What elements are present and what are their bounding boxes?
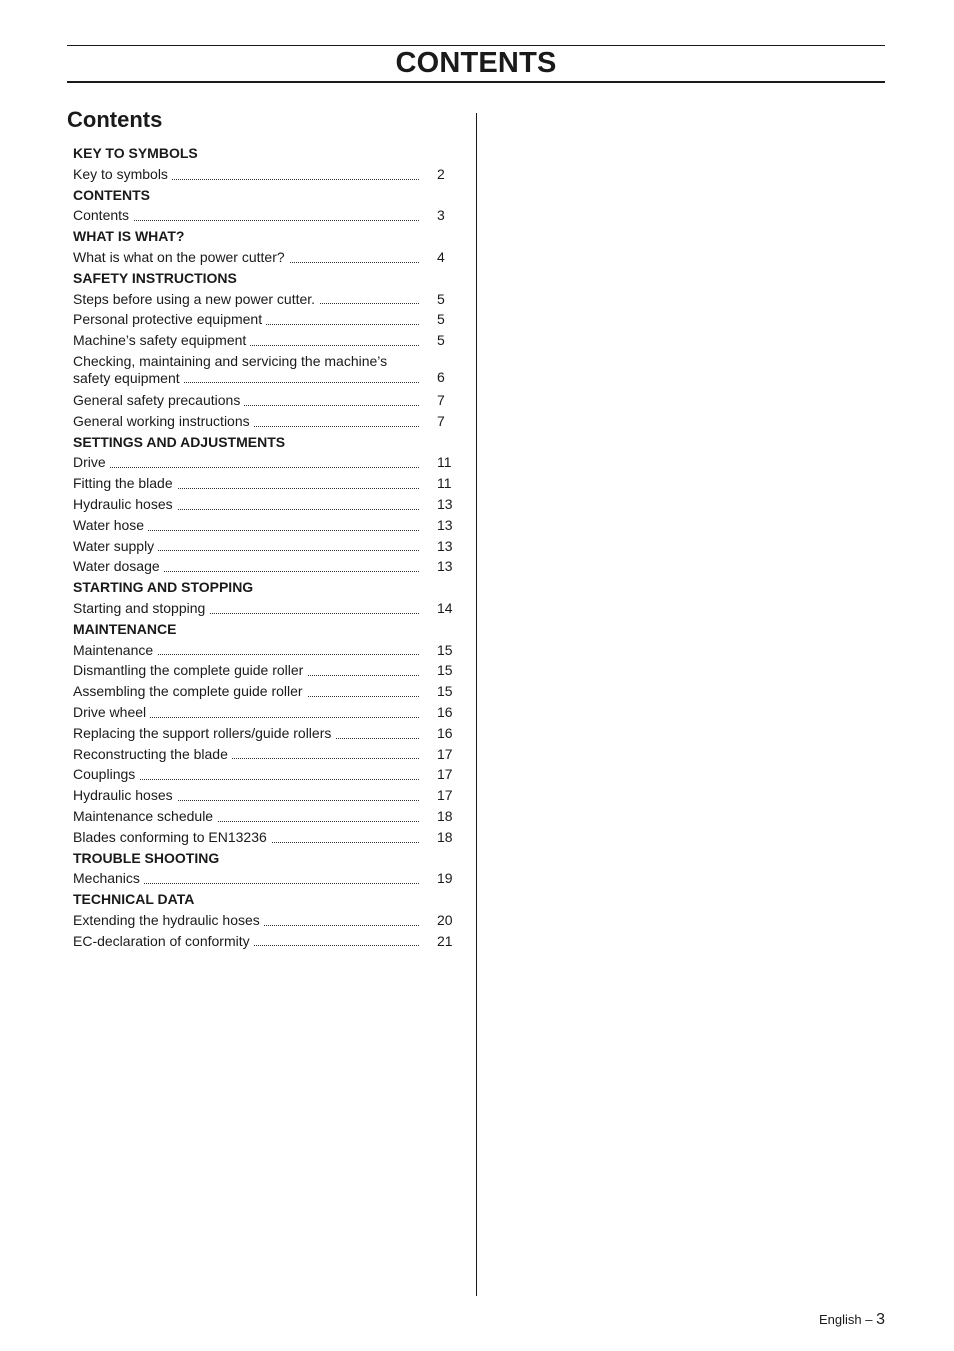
dot-leader <box>73 467 419 468</box>
toc-entry-label-wrap <box>73 494 419 515</box>
toc-entry-label: Drive <box>73 454 110 470</box>
toc-entry-page-number: 5 <box>437 290 445 307</box>
toc-entry[interactable] <box>73 289 463 310</box>
toc-section <box>73 143 463 185</box>
toc-entry-page-number: 18 <box>437 828 453 845</box>
toc-entry[interactable] <box>73 744 463 765</box>
toc-entry-label: General working instructions <box>73 413 254 429</box>
toc-entry-label-wrap <box>73 681 419 702</box>
toc-entry-label-wrap <box>73 289 419 310</box>
toc-entry[interactable] <box>73 390 463 411</box>
toc-entry[interactable] <box>73 910 463 931</box>
toc-entry-label: Couplings <box>73 766 139 782</box>
toc-entry[interactable] <box>73 411 463 432</box>
toc-entry[interactable] <box>73 806 463 827</box>
toc-entry-label-wrap <box>73 931 419 952</box>
toc-section <box>73 889 463 951</box>
toc-entry-page-number: 13 <box>437 558 453 575</box>
toc-entry-page-number: 7 <box>437 412 445 429</box>
toc-entry-label: Water supply <box>73 538 158 554</box>
toc-entry-label-wrap <box>73 785 419 806</box>
toc-section <box>73 432 463 578</box>
toc-entry-page-number: 21 <box>437 932 453 949</box>
toc-entry-label-wrap <box>73 598 419 619</box>
toc-section-heading: WHAT IS WHAT? <box>73 228 185 245</box>
toc-entry-label: Blades conforming to EN13236 <box>73 829 271 845</box>
table-of-contents <box>73 143 463 951</box>
toc-entry-page-number: 5 <box>437 332 445 349</box>
toc-entry-label-wrap <box>73 744 419 765</box>
toc-entry-label: Drive wheel <box>73 704 150 720</box>
toc-entry[interactable] <box>73 164 463 185</box>
toc-entry-label: Replacing the support rollers/guide rollers <box>73 725 335 741</box>
toc-section-heading: SAFETY INSTRUCTIONS <box>73 269 237 286</box>
toc-entry-label-continued: safety equipment <box>73 370 184 386</box>
toc-entry-label: Reconstructing the blade <box>73 746 232 762</box>
toc-entry-page-number: 17 <box>437 766 453 783</box>
toc-entry-label: Steps before using a new power cutter. <box>73 291 319 307</box>
toc-entry[interactable] <box>73 330 463 351</box>
toc-entry-label-wrap <box>73 723 419 744</box>
toc-section-heading: TROUBLE SHOOTING <box>73 849 220 866</box>
toc-entry-label: Fitting the blade <box>73 475 177 491</box>
toc-entry-page-number: 2 <box>437 165 445 182</box>
toc-entry-label-line2 <box>73 370 419 387</box>
footer-separator: – <box>865 1312 873 1327</box>
toc-entry-label-wrap <box>73 473 419 494</box>
toc-entry-page-number: 16 <box>437 724 453 741</box>
toc-entry-page-number: 13 <box>437 495 453 512</box>
toc-entry-page-number: 3 <box>437 207 445 224</box>
toc-entry-page-number: 13 <box>437 516 453 533</box>
toc-entry-label: Extending the hydraulic hoses <box>73 912 264 928</box>
toc-entry-label-wrap <box>73 247 419 268</box>
toc-entry-label: Key to symbols <box>73 166 172 182</box>
toc-entry-page-number: 4 <box>437 248 445 265</box>
toc-entry-label: EC-declaration of conformity <box>73 933 254 949</box>
toc-entry-label-wrap <box>73 806 419 827</box>
toc-entry-page-number: 16 <box>437 703 453 720</box>
toc-entry-label: Water hose <box>73 517 148 533</box>
column-divider <box>476 113 477 1296</box>
toc-entry-label: Maintenance schedule <box>73 808 217 824</box>
toc-entry[interactable] <box>73 247 463 268</box>
toc-entry[interactable] <box>73 640 463 661</box>
section-title: Contents <box>67 107 163 132</box>
toc-section-heading: MAINTENANCE <box>73 620 177 637</box>
toc-entry[interactable] <box>73 556 463 577</box>
toc-entry-page-number: 17 <box>437 745 453 762</box>
toc-entry-label: What is what on the power cutter? <box>73 249 289 265</box>
toc-entry-page-number: 20 <box>437 911 453 928</box>
toc-entry-page-number: 14 <box>437 599 453 616</box>
toc-entry[interactable] <box>73 515 463 536</box>
toc-entry[interactable] <box>73 536 463 557</box>
toc-section <box>73 848 463 890</box>
toc-entry[interactable] <box>73 681 463 702</box>
toc-section-heading: SETTINGS AND ADJUSTMENTS <box>73 433 286 450</box>
toc-entry[interactable] <box>73 473 463 494</box>
toc-entry[interactable] <box>73 702 463 723</box>
toc-entry-label-wrap <box>73 452 419 473</box>
toc-entry-label-wrap <box>73 536 419 557</box>
toc-entry[interactable] <box>73 764 463 785</box>
toc-entry-label-wrap <box>73 764 419 785</box>
toc-entry-page-number: 17 <box>437 787 453 804</box>
toc-section <box>73 619 463 848</box>
toc-entry-page-number: 19 <box>437 870 453 887</box>
toc-entry[interactable] <box>73 309 463 330</box>
toc-entry-page-number: 5 <box>437 311 445 328</box>
toc-entry[interactable] <box>73 452 463 473</box>
page-header-title: CONTENTS <box>395 47 557 79</box>
page-footer <box>819 1310 885 1330</box>
toc-entry-label-wrap <box>73 390 419 411</box>
toc-section <box>73 268 463 432</box>
toc-section <box>73 226 463 268</box>
toc-entry[interactable] <box>73 827 463 848</box>
toc-entry-label-wrap <box>73 164 419 185</box>
toc-entry-label-wrap <box>73 910 419 931</box>
toc-entry[interactable] <box>73 494 463 515</box>
toc-entry-page-number: 13 <box>437 537 453 554</box>
toc-entry-page-number: 7 <box>437 391 445 408</box>
toc-entry-page-number: 18 <box>437 807 453 824</box>
toc-entry-label: Starting and stopping <box>73 600 209 616</box>
toc-entry-label: General safety precautions <box>73 392 244 408</box>
toc-entry-label: Hydraulic hoses <box>73 787 177 803</box>
toc-entry-label-wrap <box>73 309 419 330</box>
toc-entry-label: Contents <box>73 207 133 223</box>
toc-entry[interactable] <box>73 205 463 226</box>
toc-entry-page-number: 6 <box>437 368 445 385</box>
toc-entry-page-number: 15 <box>437 683 453 700</box>
toc-entry-label: Assembling the complete guide roller <box>73 683 307 699</box>
toc-entry[interactable] <box>73 785 463 806</box>
toc-entry-page-number: 11 <box>437 475 452 492</box>
toc-entry-label-wrap <box>73 556 419 577</box>
toc-entry-page-number: 15 <box>437 641 453 658</box>
toc-section-heading: KEY TO SYMBOLS <box>73 145 198 161</box>
toc-entry-label-wrap <box>73 640 419 661</box>
toc-entry[interactable] <box>73 660 463 681</box>
toc-entry-label-wrap <box>73 330 419 351</box>
toc-entry-label: Checking, maintaining and servicing the machine’s <box>73 352 388 369</box>
toc-entry-label-wrap <box>73 868 419 889</box>
toc-entry-label: Hydraulic hoses <box>73 496 177 512</box>
toc-section-heading: CONTENTS <box>73 186 150 203</box>
toc-entry-page-number: 11 <box>437 454 452 471</box>
toc-section <box>73 577 463 619</box>
toc-entry-label-wrap <box>73 353 419 387</box>
toc-entry-label: Water dosage <box>73 558 164 574</box>
toc-entry-page-number: 15 <box>437 662 453 679</box>
header-rule-bottom <box>67 81 885 83</box>
toc-entry-label: Maintenance <box>73 642 157 658</box>
toc-entry[interactable] <box>73 598 463 619</box>
toc-entry-label-wrap <box>73 515 419 536</box>
toc-entry[interactable] <box>73 931 463 952</box>
toc-entry-label-wrap <box>73 205 419 226</box>
toc-entry[interactable] <box>73 353 463 387</box>
toc-entry-label-wrap <box>73 827 419 848</box>
toc-entry[interactable] <box>73 723 463 744</box>
toc-section-heading: STARTING AND STOPPING <box>73 579 254 596</box>
toc-entry-label-wrap <box>73 660 419 681</box>
toc-section-heading: TECHNICAL DATA <box>73 891 195 908</box>
toc-entry-label: Machine’s safety equipment <box>73 332 250 348</box>
toc-entry-label: Personal protective equipment <box>73 311 266 327</box>
footer-language: English <box>818 1312 862 1327</box>
toc-entry-label-wrap <box>73 702 419 723</box>
footer-page-number: 3 <box>876 1311 885 1328</box>
toc-entry-label: Dismantling the complete guide roller <box>73 662 307 678</box>
toc-section <box>73 185 463 227</box>
toc-entry-label: Mechanics <box>73 870 144 886</box>
toc-entry-label-wrap <box>73 411 419 432</box>
toc-entry[interactable] <box>73 868 463 889</box>
